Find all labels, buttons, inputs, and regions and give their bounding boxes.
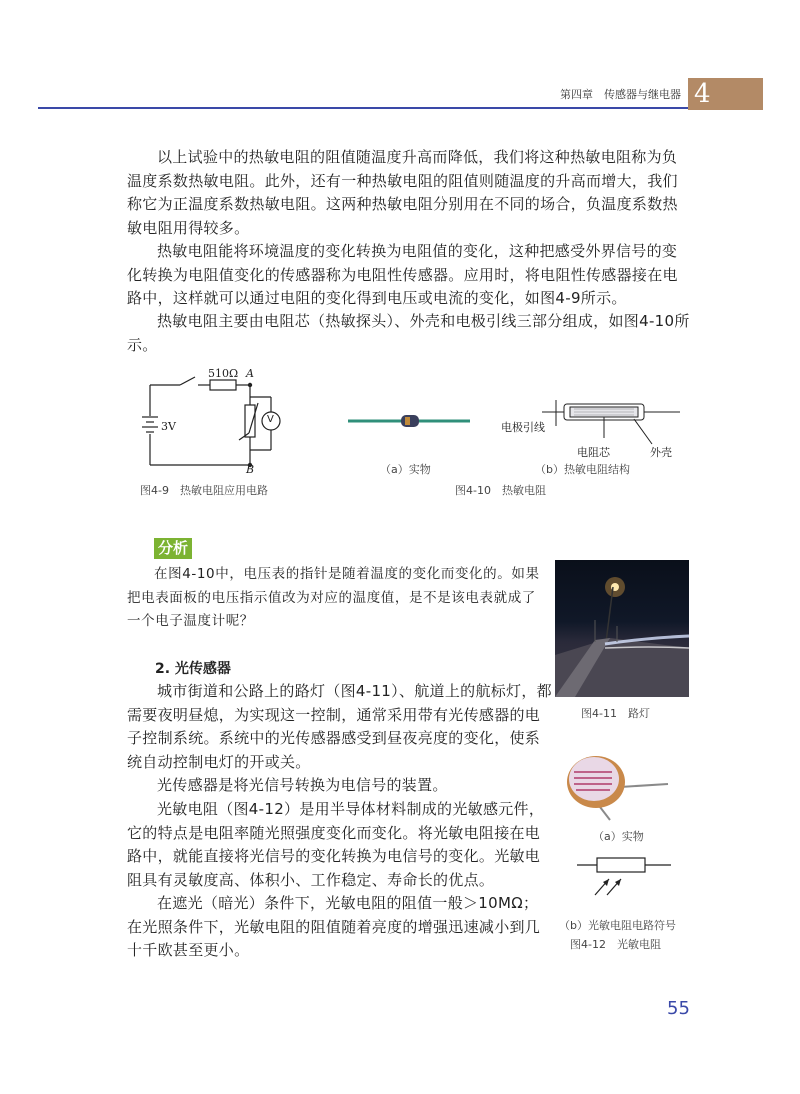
figure-4-12a-label: （a）实物 — [593, 830, 644, 843]
chapter-number-tab: 4 — [688, 78, 763, 110]
paragraph-photoresistor: 光敏电阻（图4-12）是用半导体材料制成的光敏感元件，它的特点是电阻率随光照强度变化而变化。将光敏电阻接在电路中，就能直接将光信号的变化转换为电信号的变化。光敏电阻具有灵敏度高、体积小、工作稳定、寿命长的优点。 — [127, 800, 545, 889]
chapter-header-title: 第四章 传感器与继电器 — [560, 88, 681, 101]
shell-label: 外壳 — [650, 446, 672, 459]
core-label: 电阻芯 — [577, 446, 610, 459]
page-number: 55 — [667, 998, 690, 1019]
header-rule — [38, 107, 688, 109]
battery-label: 3V — [161, 420, 176, 433]
voltmeter-label: V — [267, 414, 274, 425]
section-title: 2. 光传感器 — [155, 661, 231, 677]
paragraph-light-sensor: 光传感器是将光信号转换为电信号的装置。 — [157, 776, 448, 794]
electrode-lead-label: 电极引线 — [501, 421, 545, 434]
analysis-badge: 分析 — [154, 538, 192, 559]
figure-4-9-caption: 图4-9 热敏电阻应用电路 — [140, 484, 268, 497]
figure-4-10-caption: 图4-10 热敏电阻 — [455, 484, 546, 497]
analysis-text: 在图4-10中，电压表的指针是随着温度的变化而变化的。如果把电表面板的电压指示值改为对应的温度值，是不是该电表就成了一个电子温度计呢？ — [127, 566, 540, 629]
resistor-label: 510Ω — [208, 367, 239, 380]
paragraph-ntc: 以上试验中的热敏电阻的阻值随温度升高而降低，我们将这种热敏电阻称为负温度系数热敏电阻。此外，还有一种热敏电阻的阻值则随温度的升高而增大，我们称它为正温度系数热敏电阻。这两种热敏电阻分别用在不同的场合，负温度系数热敏电阻用得较多。 — [127, 148, 678, 237]
paragraph-structure: 热敏电阻主要由电阻芯（热敏探头）、外壳和电极引线三部分组成，如图4-10所示。 — [127, 312, 690, 354]
figure-4-12b-label: （b）光敏电阻电路符号 — [559, 919, 676, 932]
figure-4-11-caption: 图4-11 路灯 — [581, 707, 650, 720]
figure-4-10a-thermistor — [345, 405, 475, 435]
node-a-label: A — [246, 367, 254, 380]
paragraph-resistive-sensor: 热敏电阻能将环境温度的变化转换为电阻值的变化，这种把感受外界信号的变化转换为电阻值变化的传感器称为电阻性传感器。应用时，将电阻性传感器接在电路中，这样就可以通过电阻的变化得到电压或电流的变化，如图4-9所示。 — [127, 242, 678, 307]
figure-4-12b-symbol — [575, 855, 675, 899]
figure-4-12-caption: 图4-12 光敏电阻 — [570, 938, 661, 951]
street-light-photo — [555, 560, 689, 697]
paragraph-resistance: 在遮光（暗光）条件下，光敏电阻的阻值一般＞10MΩ；在光照条件下，光敏电阻的阻值随着亮度的增强迅速减小到几十千欧甚至更小。 — [127, 894, 541, 959]
figure-4-10b-label: （b）热敏电阻结构 — [535, 463, 630, 476]
node-b-label: B — [246, 463, 255, 476]
figure-4-12a-photoresistor — [560, 752, 672, 822]
paragraph-street-lights: 城市街道和公路上的路灯（图4-11）、航道上的航标灯，都需要夜明昼熄，为实现这一控制，通常采用带有光传感器的电子控制系统。系统中的光传感器感受到昼夜亮度的变化，使系统自动控制电灯的开或关。 — [127, 682, 552, 771]
figure-4-10a-label: （a）实物 — [380, 463, 431, 476]
